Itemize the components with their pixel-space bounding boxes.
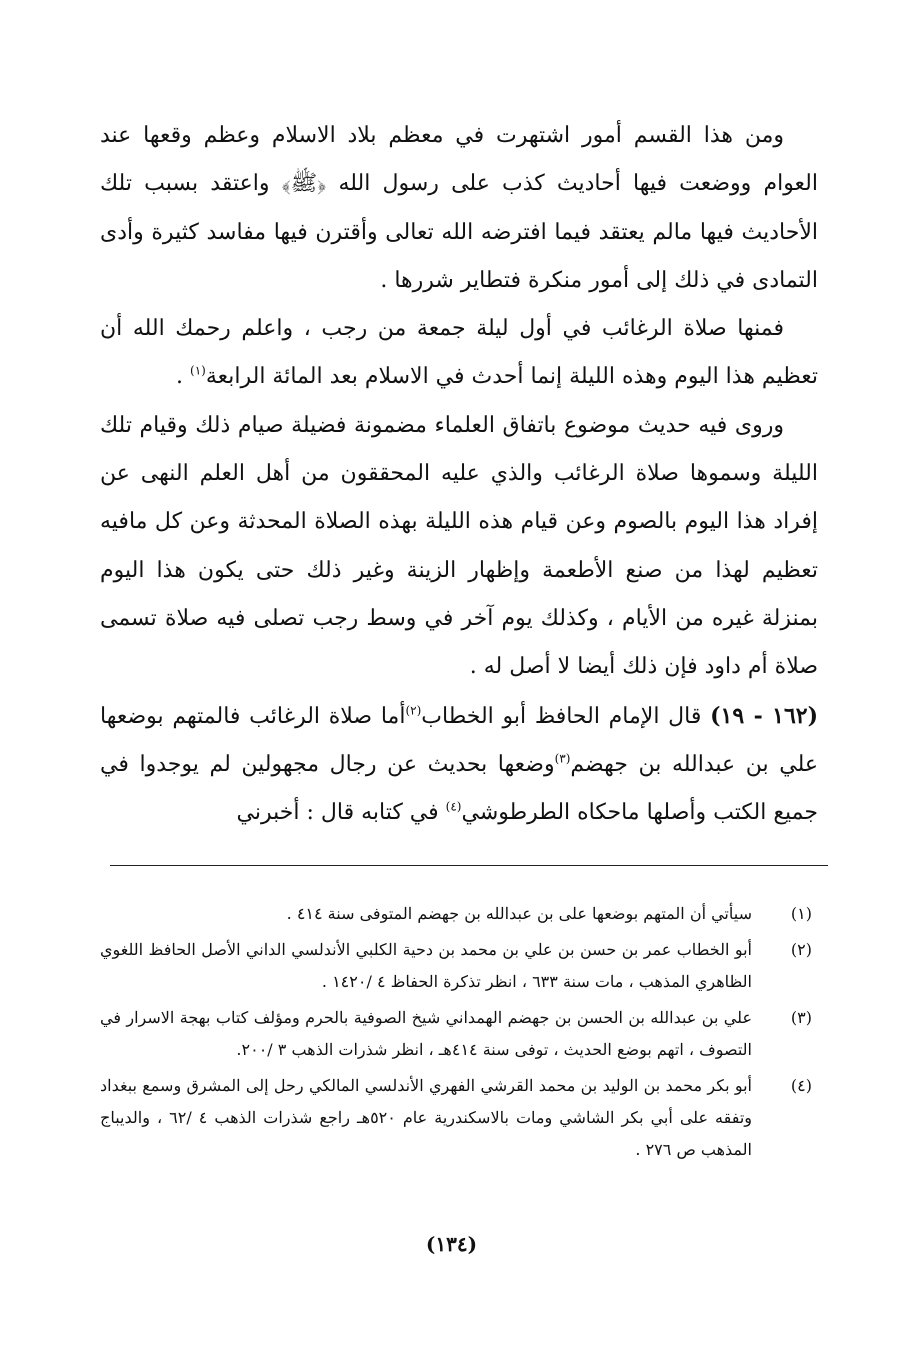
paragraph-4-part-a: قال الإمام الحافظ أبو الخطاب	[421, 703, 702, 729]
paragraph-4-part-b: أما صلاة الرغائب فالمتهم بوضعها علي بن عبدالله بن جهضم	[100, 703, 818, 777]
paragraph-4	[100, 692, 818, 838]
paragraph-2-text: فمنها صلاة الرغائب في أول ليلة جمعة من رجب ، واعلم رحمك الله أن تعظيم هذا اليوم وهذه الليلة إنما أحدث في الاسلام بعد المائة الرابعة	[100, 316, 818, 390]
page-number: (١٣٤)	[425, 1232, 478, 1256]
paragraph-2-end: .	[176, 364, 183, 390]
footnote-3	[100, 1002, 812, 1066]
footnote-ref-4: (٤)	[445, 799, 462, 814]
footnote-4	[100, 1070, 812, 1166]
footnote-2	[100, 934, 812, 998]
footnote-1	[100, 898, 812, 930]
paragraph-4-part-c: وضعها بحديث عن رجال مجهولين لم يوجدوا في جميع الكتب وأصلها ماحكاه الطرطوشي	[100, 751, 818, 826]
footnote-number: (٢)	[790, 940, 812, 959]
footnote-text: علي بن عبدالله بن الحسن بن جهضم الهمداني شيخ الصوفية بالحرم ومؤلف كتاب بهجة الاسرار في التصوف ، اتهم بوضع الحديث ، توفى سنة ٤١٤هـ ، انظر شذرات الذهب ٣ /٢٠٠.	[100, 1008, 752, 1059]
footnote-ref-2: (٢)	[405, 703, 422, 718]
hadith-number: (١٦٢ - ١٩)	[710, 702, 818, 729]
main-text	[100, 112, 818, 837]
paragraph-1: ومن هذا القسم أمور اشتهرت في معظم بلاد الاسلام وعظم وقعها عند العوام ووضعت فيها أحاديث كذب على رسول الله ﴿ﷺ﴾ واعتقد بسبب تلك الأحاديث فيها مالم يعتقد فيما افترضه الله تعالى وأقترن فيها مفاسد كثيرة وأدى التمادى في ذلك إلى أمور منكرة فتطاير شررها .	[100, 123, 818, 293]
footnote-text: سيأتي أن المتهم بوضعها على بن عبدالله بن جهضم المتوفى سنة ٤١٤ .	[286, 904, 752, 923]
footnote-divider	[110, 865, 828, 866]
paragraph-4-part-d: في كتابه قال : أخبرني	[236, 800, 439, 826]
footnotes	[100, 898, 812, 1170]
footnote-text: أبو بكر محمد بن الوليد بن محمد القرشي الفهري الأندلسي المالكي رحل إلى المشرق وسمع ببغداد وتفقه على أبي بكر الشاشي ومات بالاسكندرية عام ٥٢٠هـ راجع شذرات الذهب ٤ /٦٢ ، والديباج المذهب ص ٢٧٦ .	[100, 1076, 753, 1159]
footnote-number: (٤)	[790, 1076, 812, 1095]
footnote-ref-3: (٣)	[554, 751, 571, 766]
paragraph-3: وروى فيه حديث موضوع باتفاق العلماء مضمونة فضيلة صيام ذلك وقيام تلك الليلة وسموها صلاة الرغائب والذي عليه المحققون من أهل العلم النهى عن إفراد هذا اليوم بالصوم وعن قيام هذه الليلة بهذه الصلاة المحدثة وعن كل مافيه تعظيم لهذا من صنع الأطعمة وإظهار الزينة وغير ذلك حتى يكون هذا اليوم بمنزلة غيره من الأيام ، وكذلك يوم آخر في وسط رجب تصلى فيه صلاة تسمى صلاة أم داود فإن ذلك أيضا لا أصل له .	[100, 412, 818, 680]
paragraph-2	[100, 305, 818, 402]
footnote-ref-1: (١)	[190, 364, 206, 379]
footnote-number: (٣)	[790, 1008, 812, 1027]
footnote-number: (١)	[790, 904, 812, 923]
footnote-text: أبو الخطاب عمر بن حسن بن علي بن محمد بن دحية الكلبي الأندلسي الداني الأصل الحافظ اللغوي الظاهري المذهب ، مات سنة ٦٣٣ ، انظر تذكرة الحفاظ ٤ /١٤٢٠ .	[100, 940, 752, 991]
